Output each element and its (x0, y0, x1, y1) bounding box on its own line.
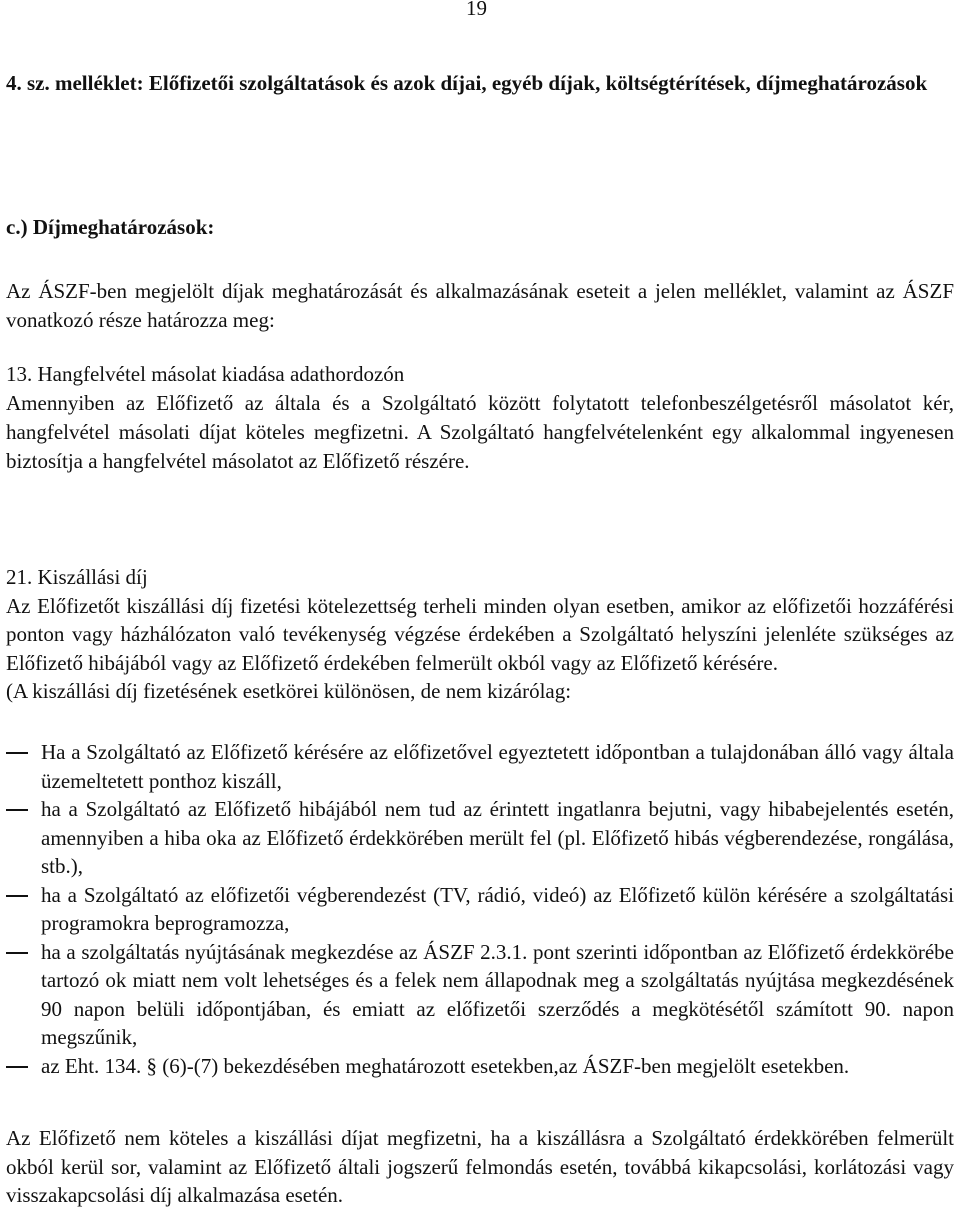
section-subtitle: c.) Díjmeghatározások: (6, 215, 215, 239)
section-21-body: Az Előfizetőt kiszállási díj fizetési kötelezettség terheli minden olyan esetben, amikor az előfizetői hozzáférési ponton vagy házhálózaton való tevékenység végzése érdekében a Szolgáltató helyszíni jelenléte szükséges az Előfizető hibájából vagy az Előfizető érdekében felmerült okból vagy az Előfizető kérésére. (6, 593, 954, 675)
dash-icon (6, 752, 28, 754)
closing-paragraph: Az Előfizető nem köteles a kiszállási díjat megfizetni, ha a kiszállásra a Szolgáltató érdekkörében felmerült okból kerül sor, valamint az Előfizető általi jogszerű felmondás esetén, továbbá kikapcsolási, korlátozási vagy visszakapcsolási díj alkalmazása esetén. (6, 1126, 954, 1207)
list-item: az Eht. 134. § (6)-(7) bekezdésében meghatározott esetekben,az ÁSZF-ben megjelölt esetekben. (6, 1052, 954, 1081)
section-21 (6, 563, 954, 706)
list-item: ha a Szolgáltató az Előfizető hibájából nem tud az érintett ingatlanra bejutni, vagy hibabejelentés esetén, amennyiben a hiba oka az Előfizető érdekkörében merült fel (pl. Előfizető hibás végberendezése, rongálása, stb.), (6, 795, 954, 881)
section-13 (6, 360, 954, 476)
dash-icon (6, 1066, 28, 1068)
list-item: ha a szolgáltatás nyújtásának megkezdése az ÁSZF 2.3.1. pont szerinti időpontban az Előfizető érdekkörébe tartozó ok miatt nem volt lehetséges és a felek nem állapodnak meg a szolgáltatás nyújtása megkezdésének 90 napon belüli időpontjában, és emiatt az előfizetői szerződés a megkötésétől számított 90. napon megszűnik, (6, 938, 954, 1052)
section-21-title: 21. Kiszállási díj (6, 565, 148, 589)
dash-icon (6, 809, 28, 811)
list-item: Ha a Szolgáltató az Előfizető kérésére az előfizetővel egyeztetett időpontban a tulajdonában álló vagy általa üzemeltetett ponthoz kiszáll, (6, 738, 954, 795)
intro-paragraph: Az ÁSZF-ben megjelölt díjak meghatározását és alkalmazásának eseteit a jelen melléklet, valamint az ÁSZF vonatkozó része határozza meg: (6, 279, 954, 332)
section-13-body: Amennyiben az Előfizető az általa és a Szolgáltató között folytatott telefonbeszélgetésről másolatot kér, hangfelvétel másolati díjat köteles megfizetni. A Szolgáltató hangfelvételenként egy alkalommal ingyenesen biztosítja a hangfelvétel másolatot az Előfizető részére. (6, 391, 954, 473)
case-list (6, 738, 954, 1080)
section-13-title: 13. Hangfelvétel másolat kiadása adathordozón (6, 362, 405, 386)
dash-icon (6, 952, 28, 954)
document-title: 4. sz. melléklet: Előfizetői szolgáltatások és azok díjai, egyéb díjak, költségtérítések, díjmeghatározások (6, 71, 928, 95)
dash-icon (6, 895, 28, 897)
list-item: ha a Szolgáltató az előfizetői végberendezést (TV, rádió, videó) az Előfizető külön kérésére a szolgáltatási programokra beprogramozza, (6, 881, 954, 938)
page-number: 19 (466, 0, 487, 20)
section-21-list-intro: (A kiszállási díj fizetésének esetkörei különösen, de nem kizárólag: (6, 679, 572, 703)
